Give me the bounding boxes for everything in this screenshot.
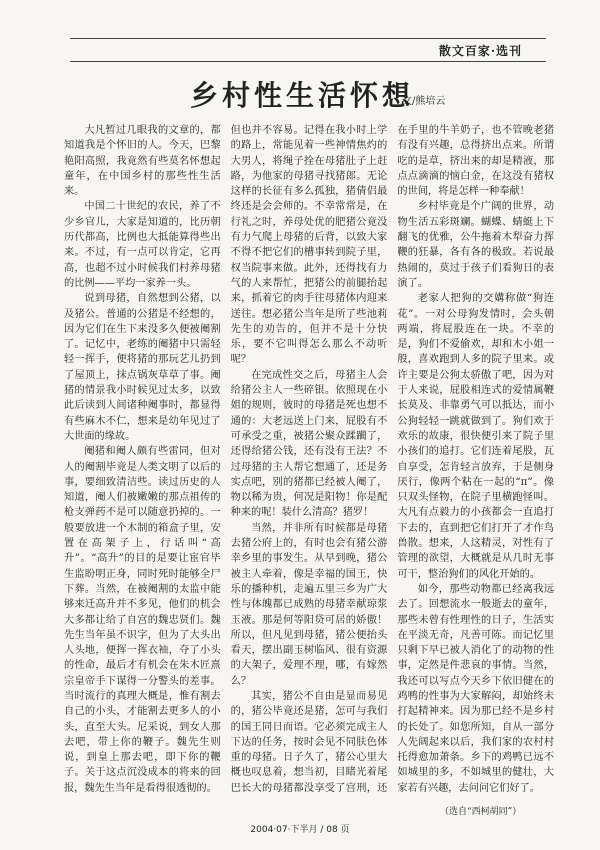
paragraph: 在手里的牛羊奶子，也不管晚老猪有没有兴趣，总得挤出点来。所谓吃的是草，挤出来的却是精液，那点点滴滴的恼白金，在这没有猪权的世间，将是怎样一种奉献！ [397, 125, 555, 198]
paragraph: 说到母猪，自然想到公猪，以及猪公。普通的公猪是不经想的，因为它们在生下来没多久便被阉割了。记忆中，老练的阉猪中只需轻轻一挥手，便将猪的那玩艺儿扔到了屋顶上，抹点锅灰草草了事。阉猪的情景我小时候见过太多，以致此后读到人间诸种阉事时，都显得有些麻木不仁，想来是幼年见过了大世面的缘故。 [64, 293, 221, 442]
article-title: 乡村性生活怀想 [190, 79, 415, 112]
paragraph: 如今，那些动物都已经离我远去了。回想流水一般逝去的童年，那些未曾有性理性的日子，生活实在平淡无奇，凡善可陈。而记忆里只剩下早已被人消化了的动物的性事，定然是件悲哀的事情。当然，我还可以写点今天乡下依旧健在的鸡鸭的性事为大家解闷，却始终未打起精神来。因为那已经不是乡村的长处了。如您所知，自从一部分人先阔起来以后，我们家的农村村托得愈加萧条。乡下的鸡鸭已远不如城里的多，不如城里的健壮，大家若有兴趣，去问问它们好了。 [397, 583, 555, 793]
paragraph: 但也并不容易。记得在我小时上学的路上，常能见着一些神情焦灼的大男人，将绳子拴在母猪肚子上赶路，为他家的母猪寻找猪郎。无论这样的长征有多么孤独，猪倩侣最终还是会会师的。不幸常常是，在行礼之时，养母处优的肥猪公竟没有力气爬上母猪的后背，以致大家不得不把它们的槽事转到院子里，权当院事来做。此外，还得找有力气的人来帮忙，把猪公的前腿抬起来，抓着它的肉手往母猪体内迎来送往。想必猪公当年是所了些池莉先生的劝告的，但并不是十分快乐，要不它叫得怎么那么不动听呢？ [230, 125, 388, 366]
paragraph: 乡村毕竟是个广阔的世界，动物生活五彩斑斓。蝴蝶、蜻蜓上下翻飞的优雅，公牛拖着木犁奋力挥鞭的狂暴，各有各的极致。若说最热闹的，莫过于孩子们看狗日的表演了。 [397, 201, 555, 289]
paragraph: 阉猪和阉人颇有些雷同，但对人的阉割毕竟是人类文明了以后的事，要细致清洁些。读过历史的人知道，阉人们被嫩嫩的那点祖传的枪支弹药不是可以随意扔掉的。一般要放进一个木制的箱盒子里，安置在高架子上，行话叫“高升”。“高升”的目的是要让宦官毕生监盼明正身，同时死时能够全尸下葬。当然，在被阉割的太监中能够来迁高升并不多见，他们的机会大多都让给了自宫的魏忠贤们。魏先生当年虽不识字，但为了大头出人头地，便挥一挥衣袖，夺了小头的性命，最后才有机会在朱木匠熹宗皇帝手下谋得一分警头的差事。当时流行的真理大概是，惟有割去自己的小头，才能割去更多人的小头，直至大头。尼采说，到女人那去吧，带上你的鞭子。魏先生则说，到皇上那去吧，即下你的鞭子。关于这点沉没成本的将来的回报，魏先生当年是看得很透彻的。 [64, 446, 221, 793]
column-1 [64, 123, 221, 793]
section-label: 散文百家·选刊 [438, 44, 522, 58]
page-footer: 2004·07·下半月 / 08 页 [250, 825, 350, 835]
column-2 [231, 123, 388, 793]
paragraph: 在完成性交之后，母猪主人会给猪公主人一些碎银。依照现在小姐的规则，彼时的母猪是死也想不通的：大老远送上门来，屁股有不可承受之重，被猪公聚众蹂躏了，还得给猪公钱，还有没有王法？不过母猪的主人帮它想通了，还是务实点吧，别的猪都已经被人阉了，物以稀为贵，何况是阳物！你是配种来的呢！装什么清高？猪罗！ [230, 369, 388, 519]
column-3 [397, 123, 554, 793]
article-byline: 文/熊培云 [402, 96, 446, 107]
paragraph: 老家人把狗的交媾称做“狗连花”。一对公母狗发情时，会头朝两端，将屁股连在一块。不幸的是，狗们不爱偷欢，却和木小姐一般，喜欢跑到人多的院子里来。或许主要是公狗太骄傲了吧，因为对于人来说，屁股相连式的爱情属鞭长莫及、非靠勇气可以抵达，而小公狗轻轻一跳就做到了。狗们欢于欢乐的故康，很快便引来了院子里小孩们的追打。它们连着尾股，瓦自享受，怎肯轻言放弃，于是侧身厌行，像两个粘在一起的“π”。像只双头怪物，在院子里横跑怪叫。大凡有点毅力的小孩都会一直追打下去的，直到把它们打开了才作鸟兽散。想来，人这精灵，对性有了管理的欲望，大概就是从几时无事可干，整治狗们的风化开始的。 [397, 293, 555, 580]
paragraph: 大凡暂过几眼我的文章的，都知道我是个怀旧的人。今天，巴黎艳阳高照，我竟然有些莫名怀想起童年，在中国乡村的那些性生活来。 [64, 125, 221, 198]
paragraph: 其实，猪公不自由是显而易见的，猪公毕竟还是猪，怎可与我们的国王同日而语。它必须完成主人下达的任务，按时会见不同肤色体重的母猪。日子久了，猪公心里大概也叹息着，想当初，目睹光着尾巴长大的母猪都没享受了宫刑，还 [230, 690, 388, 793]
paragraph: 当然，并非所有时候都是母猪去猪公府上的，有时也会有猪公游幸乡里的事发生。从早到晚，猪公被主人牵着，像是幸福的国王，快乐的播种机，走遍五里三乡为广大性与体魄都已成熟的母猪幸献琼浆玉液。那是何等阳贷可居的娇傲！所以，但凡见到母猪，猪公便抬头看天，摆出副玉树临风、很有资源的大架子，爱理不理，哪，有嫁然么？ [230, 522, 388, 687]
paragraph: 中国二十世纪的农民，养了不少乡官儿，大家是知道的，比历朝历代都高，比例也大抵能算得些出来。不过，有一点可以肯定，它再高，也超不过小时候我们村养母猪的比例——平均一家养一头。 [64, 201, 221, 289]
source-note: （选自“西柯胡同”） [440, 807, 522, 817]
article-body [64, 123, 554, 793]
section-header-band [70, 38, 546, 62]
